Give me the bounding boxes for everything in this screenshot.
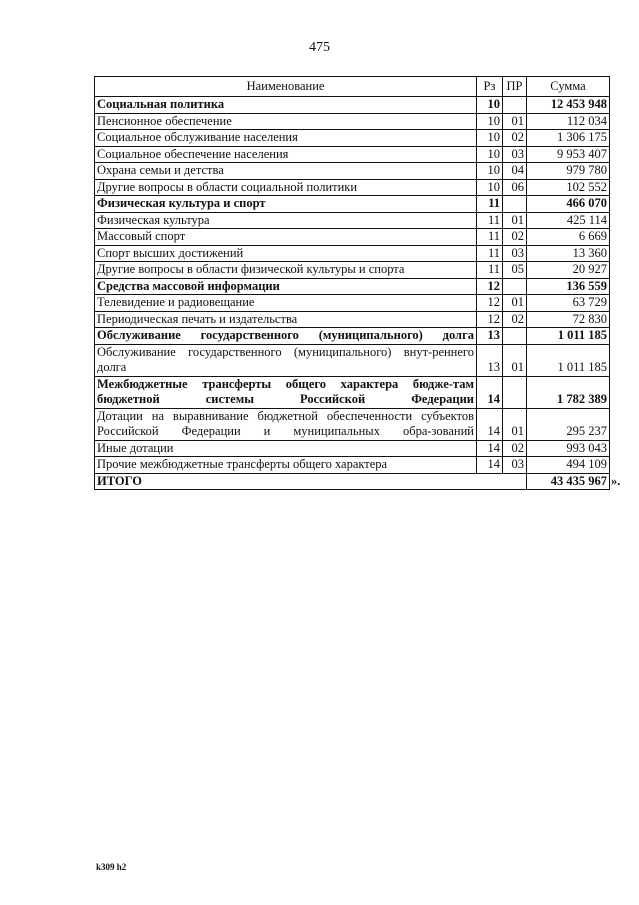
- row-name: Иные дотации: [95, 440, 477, 457]
- row-pr: 01: [503, 113, 527, 130]
- table-row: [95, 376, 610, 408]
- row-pr: 03: [503, 245, 527, 262]
- row-rz: 11: [477, 212, 503, 229]
- total-label: ИТОГО: [95, 473, 527, 490]
- row-sum: 979 780: [527, 163, 610, 180]
- row-pr: 04: [503, 163, 527, 180]
- row-pr: [503, 278, 527, 295]
- row-pr: 05: [503, 262, 527, 279]
- row-name: Периодическая печать и издательства: [95, 311, 477, 328]
- row-pr: 03: [503, 146, 527, 163]
- row-rz: 14: [477, 440, 503, 457]
- table-row: [95, 212, 610, 229]
- row-sum: 13 360: [527, 245, 610, 262]
- table-row: [95, 196, 610, 213]
- row-sum: 12 453 948: [527, 97, 610, 114]
- total-sum: [527, 473, 610, 490]
- table-row: [95, 328, 610, 345]
- row-name: Средства массовой информации: [95, 278, 477, 295]
- table-row: [95, 295, 610, 312]
- row-name: Другие вопросы в области физической культуры и спорта: [95, 262, 477, 279]
- row-pr: 01: [503, 212, 527, 229]
- table-row: [95, 311, 610, 328]
- row-sum: 9 953 407: [527, 146, 610, 163]
- row-sum: 63 729: [527, 295, 610, 312]
- row-pr: 06: [503, 179, 527, 196]
- row-name: Спорт высших достижений: [95, 245, 477, 262]
- total-sum-value: 43 435 967: [550, 473, 607, 488]
- row-name: Физическая культура и спорт: [95, 196, 477, 213]
- header-name: Наименование: [95, 77, 477, 97]
- table-row: [95, 229, 610, 246]
- budget-table: [94, 76, 610, 490]
- row-name: Физическая культура: [95, 212, 477, 229]
- row-sum: 112 034: [527, 113, 610, 130]
- row-rz: 14: [477, 408, 503, 440]
- row-pr: 02: [503, 130, 527, 147]
- closing-quote: ».: [611, 473, 621, 488]
- row-sum: 295 237: [527, 408, 610, 440]
- page-number: 475: [309, 40, 330, 55]
- table-row: [95, 113, 610, 130]
- table-body: [95, 97, 610, 474]
- row-name: Массовый спорт: [95, 229, 477, 246]
- row-sum: 466 070: [527, 196, 610, 213]
- table-row: [95, 179, 610, 196]
- row-sum: 72 830: [527, 311, 610, 328]
- row-pr: [503, 196, 527, 213]
- table-row: [95, 245, 610, 262]
- row-pr: [503, 376, 527, 408]
- row-sum: 136 559: [527, 278, 610, 295]
- row-name: Социальное обеспечение населения: [95, 146, 477, 163]
- table-row: [95, 97, 610, 114]
- row-name: Социальная политика: [95, 97, 477, 114]
- row-sum: 1 306 175: [527, 130, 610, 147]
- table-row: [95, 344, 610, 376]
- row-name: Прочие межбюджетные трансферты общего характера: [95, 457, 477, 474]
- row-pr: 01: [503, 344, 527, 376]
- row-rz: 12: [477, 311, 503, 328]
- row-name: Дотации на выравнивание бюджетной обеспеченности субъектов Российской Федерации и муниципальных обра-зований: [95, 408, 477, 440]
- row-rz: 10: [477, 146, 503, 163]
- row-name: Обслуживание государственного (муниципального) внут-реннего долга: [95, 344, 477, 376]
- row-sum: 6 669: [527, 229, 610, 246]
- table-row: [95, 262, 610, 279]
- row-pr: 02: [503, 229, 527, 246]
- row-sum: 1 011 185: [527, 344, 610, 376]
- row-rz: 10: [477, 97, 503, 114]
- row-rz: 10: [477, 163, 503, 180]
- row-rz: 11: [477, 245, 503, 262]
- table-row: [95, 278, 610, 295]
- row-sum: 1 782 389: [527, 376, 610, 408]
- row-rz: 10: [477, 179, 503, 196]
- row-pr: 02: [503, 440, 527, 457]
- header-pr: ПР: [503, 77, 527, 97]
- row-pr: 01: [503, 408, 527, 440]
- row-rz: 11: [477, 262, 503, 279]
- row-pr: 02: [503, 311, 527, 328]
- table-row: [95, 457, 610, 474]
- table-row: [95, 440, 610, 457]
- row-rz: 14: [477, 457, 503, 474]
- footer-code: k309 h2: [96, 862, 127, 872]
- row-name: Пенсионное обеспечение: [95, 113, 477, 130]
- row-rz: 14: [477, 376, 503, 408]
- table-row: [95, 163, 610, 180]
- row-sum: 1 011 185: [527, 328, 610, 345]
- row-rz: 10: [477, 113, 503, 130]
- total-row: [95, 473, 610, 490]
- header-sum: Сумма: [527, 77, 610, 97]
- table-header-row: [95, 77, 610, 97]
- row-sum: 102 552: [527, 179, 610, 196]
- row-name: Другие вопросы в области социальной политики: [95, 179, 477, 196]
- row-pr: [503, 97, 527, 114]
- row-name: Обслуживание государственного (муниципального) долга: [95, 328, 477, 345]
- row-rz: 11: [477, 229, 503, 246]
- row-rz: 12: [477, 278, 503, 295]
- row-pr: [503, 328, 527, 345]
- row-rz: 12: [477, 295, 503, 312]
- row-rz: 13: [477, 344, 503, 376]
- row-rz: 13: [477, 328, 503, 345]
- row-name: Межбюджетные трансферты общего характера бюдже-там бюджетной системы Российской Федерации: [95, 376, 477, 408]
- row-rz: 11: [477, 196, 503, 213]
- row-rz: 10: [477, 130, 503, 147]
- row-sum: 425 114: [527, 212, 610, 229]
- row-sum: 993 043: [527, 440, 610, 457]
- header-rz: Рз: [477, 77, 503, 97]
- row-name: Охрана семьи и детства: [95, 163, 477, 180]
- table-row: [95, 130, 610, 147]
- row-sum: 494 109: [527, 457, 610, 474]
- row-pr: 01: [503, 295, 527, 312]
- row-name: Социальное обслуживание населения: [95, 130, 477, 147]
- table-row: [95, 146, 610, 163]
- row-sum: 20 927: [527, 262, 610, 279]
- row-name: Телевидение и радиовещание: [95, 295, 477, 312]
- row-pr: 03: [503, 457, 527, 474]
- table-row: [95, 408, 610, 440]
